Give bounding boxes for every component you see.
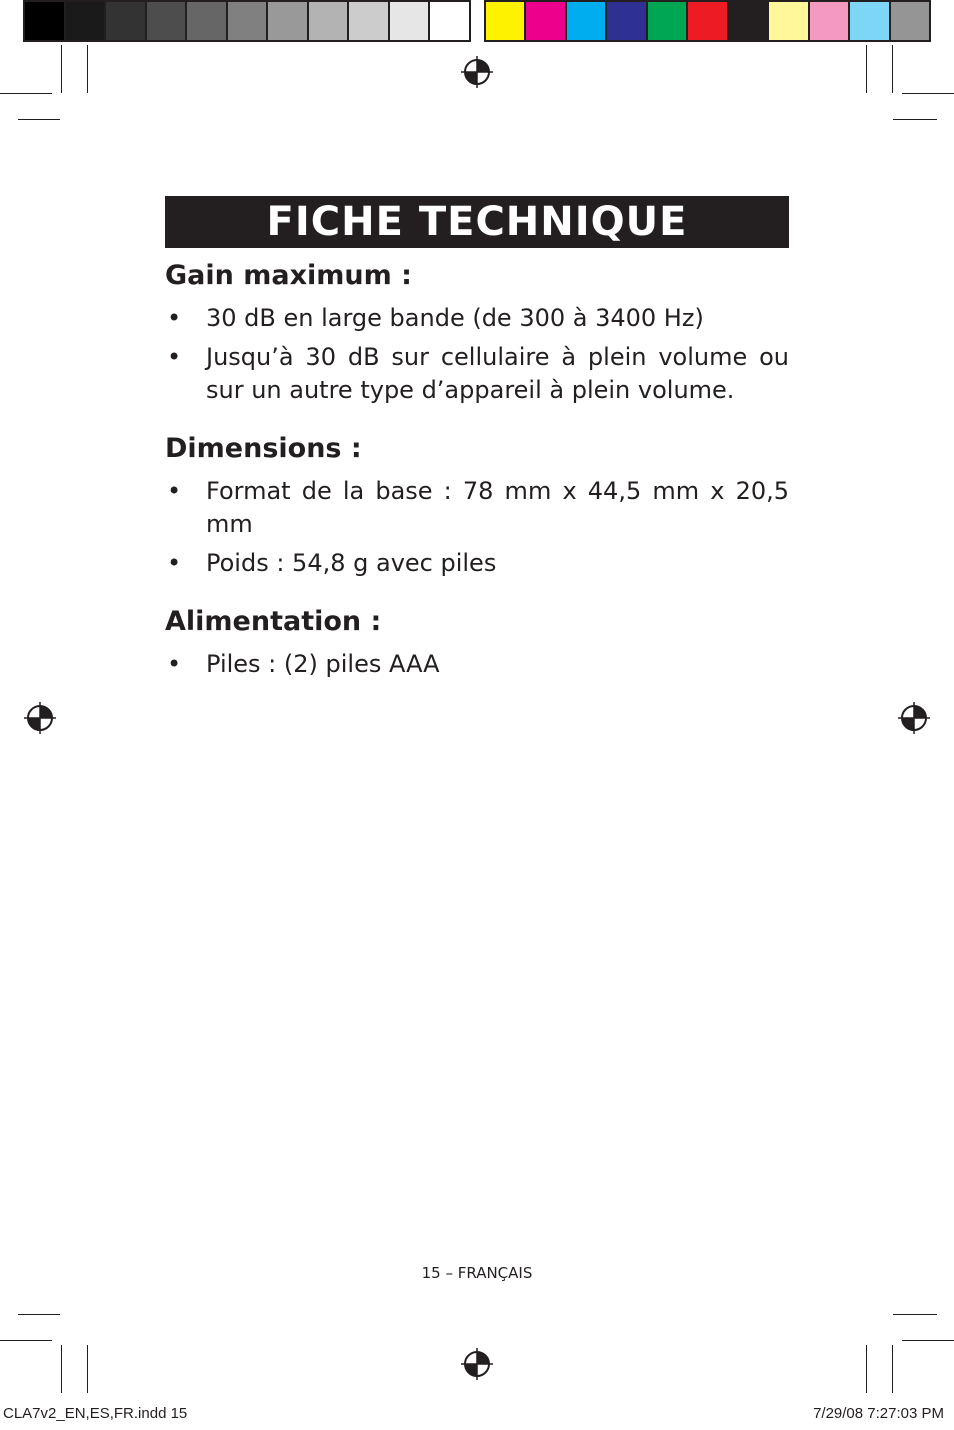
bullet-icon: • xyxy=(167,343,182,371)
color-swatch xyxy=(688,2,728,40)
color-swatch xyxy=(810,2,850,40)
crop-mark xyxy=(61,1345,62,1393)
slug-datetime: 7/29/08 7:27:03 PM xyxy=(813,1405,944,1422)
gray-swatch xyxy=(147,2,188,40)
crop-mark xyxy=(0,1340,52,1341)
crop-mark xyxy=(866,1345,867,1393)
bullet-icon: • xyxy=(167,477,182,505)
color-swatch xyxy=(769,2,809,40)
list-item xyxy=(165,341,789,407)
list-item xyxy=(165,302,789,335)
crop-mark xyxy=(902,1340,954,1341)
section-title-gain: Gain maximum : xyxy=(165,260,412,291)
page-title: FICHE TECHNIQUE xyxy=(266,199,688,245)
list-item-text: Poids : 54,8 g avec piles xyxy=(206,549,497,577)
crop-mark xyxy=(866,45,867,93)
process-color-bar xyxy=(484,0,931,42)
color-swatch xyxy=(648,2,688,40)
section-title-dimensions: Dimensions : xyxy=(165,433,362,464)
registration-mark-icon xyxy=(898,702,930,734)
gray-swatch xyxy=(228,2,269,40)
list-item xyxy=(165,547,789,580)
crop-mark xyxy=(893,1314,937,1315)
crop-mark xyxy=(892,1345,893,1393)
color-swatch xyxy=(567,2,607,40)
page-footer: 15 – FRANÇAIS xyxy=(421,1264,533,1282)
gray-swatch xyxy=(349,2,390,40)
crop-mark xyxy=(0,93,52,94)
spec-list-dimensions xyxy=(165,475,789,580)
color-swatch xyxy=(729,2,769,40)
gray-swatch xyxy=(268,2,309,40)
registration-mark-icon xyxy=(24,702,56,734)
gray-swatch xyxy=(187,2,228,40)
color-swatch xyxy=(891,2,929,40)
crop-mark xyxy=(893,119,937,120)
gray-swatch xyxy=(25,2,66,40)
crop-mark xyxy=(892,45,893,93)
color-swatch xyxy=(526,2,566,40)
color-swatch xyxy=(850,2,890,40)
gray-swatch xyxy=(66,2,107,40)
slug-filename: CLA7v2_EN,ES,FR.indd 15 xyxy=(3,1405,188,1422)
crop-mark xyxy=(87,45,88,93)
crop-mark xyxy=(87,1345,88,1393)
list-item-text: Format de la base : 78 mm x 44,5 mm x 20,5 mm xyxy=(206,477,789,538)
registration-mark-icon xyxy=(461,56,493,88)
color-swatch xyxy=(607,2,647,40)
bullet-icon: • xyxy=(167,549,182,577)
gray-swatch xyxy=(390,2,431,40)
crop-mark xyxy=(18,1314,60,1315)
list-item-text: Piles : (2) piles AAA xyxy=(206,650,440,678)
spec-list-gain xyxy=(165,302,789,407)
grayscale-color-bar xyxy=(23,0,471,42)
bullet-icon: • xyxy=(167,304,182,332)
list-item xyxy=(165,648,789,681)
color-swatch xyxy=(486,2,526,40)
registration-mark-icon xyxy=(461,1348,493,1380)
crop-mark xyxy=(18,119,60,120)
list-item-text: 30 dB en large bande (de 300 à 3400 Hz) xyxy=(206,304,704,332)
gray-swatch xyxy=(106,2,147,40)
list-item xyxy=(165,475,789,541)
gray-swatch xyxy=(309,2,350,40)
crop-mark xyxy=(902,93,954,94)
gray-swatch xyxy=(430,2,469,40)
bullet-icon: • xyxy=(167,650,182,678)
section-title-power: Alimentation : xyxy=(165,606,382,637)
list-item-text: Jusqu’à 30 dB sur cellulaire à plein volume ou sur un autre type d’appareil à plein volume. xyxy=(206,343,789,404)
crop-mark xyxy=(61,45,62,93)
page-title-banner xyxy=(165,196,789,248)
spec-list-power xyxy=(165,648,789,681)
spec-content xyxy=(165,256,789,681)
